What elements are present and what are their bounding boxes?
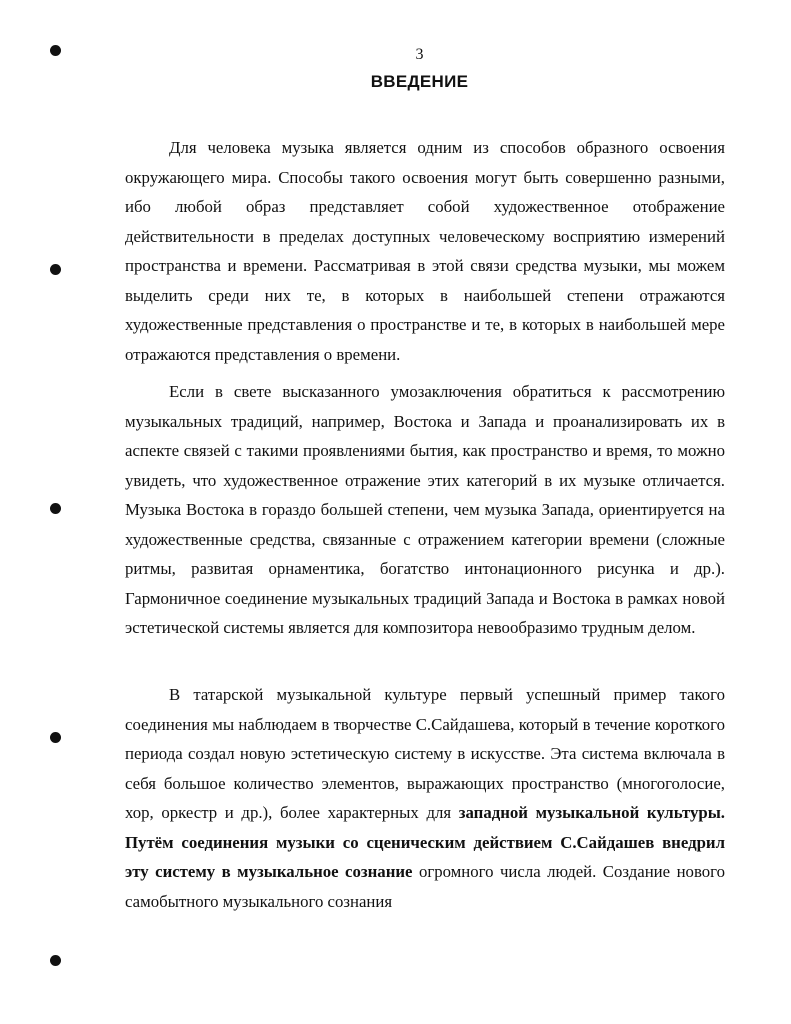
punch-hole-mark [50, 732, 61, 743]
page-number: 3 [415, 46, 424, 63]
paragraph-text-start: В татарской музыкальной культуре первый успешный пример такого соединения мы наблюдаем в творчестве С.Сайдашева, который в течение короткого периода создал новую эстетическую систему в искусстве. Эта система включала в себя большое количество элементов, выражающих пространство (многоголосие, хор, оркестр и др.), более характерных для [125, 685, 725, 822]
punch-hole-mark [50, 264, 61, 275]
paragraph-text-end: огромного числа людей. Создание нового самобытного музыкального сознания [125, 862, 725, 911]
paragraph-text: Если в свете высказанного умозаключения обратиться к рассмотрению музыкальных традиций, например, Востока и Запада и проанализировать их в аспекте связей с такими проявлениями бытия, как пространство и время, то можно увидеть, что художественное отражение этих категорий в их музыке отличается. Музыка Востока в гораздо большей степени, чем музыка Запада, ориентируется на художественные средства, связанные с отражением категории времени (сложные ритмы, развитая орнаментика, богатство интонационного рисунка и др.). Гармоничное соединение музыкальных традиций Запада и Востока в рамках новой эстетической системы является для композитора невообразимо трудным делом. [125, 382, 725, 637]
section-heading: ВВЕДЕНИЕ [370, 72, 469, 91]
paragraph-1 [125, 133, 725, 369]
paragraph-text [125, 680, 725, 916]
punch-hole-mark [50, 955, 61, 966]
paragraph-2 [125, 377, 725, 643]
punch-hole-mark [50, 503, 61, 514]
paragraph-text-bold: западной музыкальной культуры. Путём соединения музыки со сценическим действием С.Сайдашев внедрил эту систему в музыкальное сознание [125, 803, 725, 881]
paragraph-text: Для человека музыка является одним из способов образного освоения окружающего мира. Способы такого освоения могут быть совершенно разными, ибо любой образ представляет собой художественное отображение действительности в пределах доступных человеческому восприятию измерений пространства и времени. Рассматривая в этой связи средства музыки, мы можем выделить среди них те, в которых в наибольшей степени отражаются художественные представления о пространстве и те, в которых в наибольшей мере отражаются представления о времени. [125, 138, 725, 364]
paragraph-3 [125, 680, 725, 916]
